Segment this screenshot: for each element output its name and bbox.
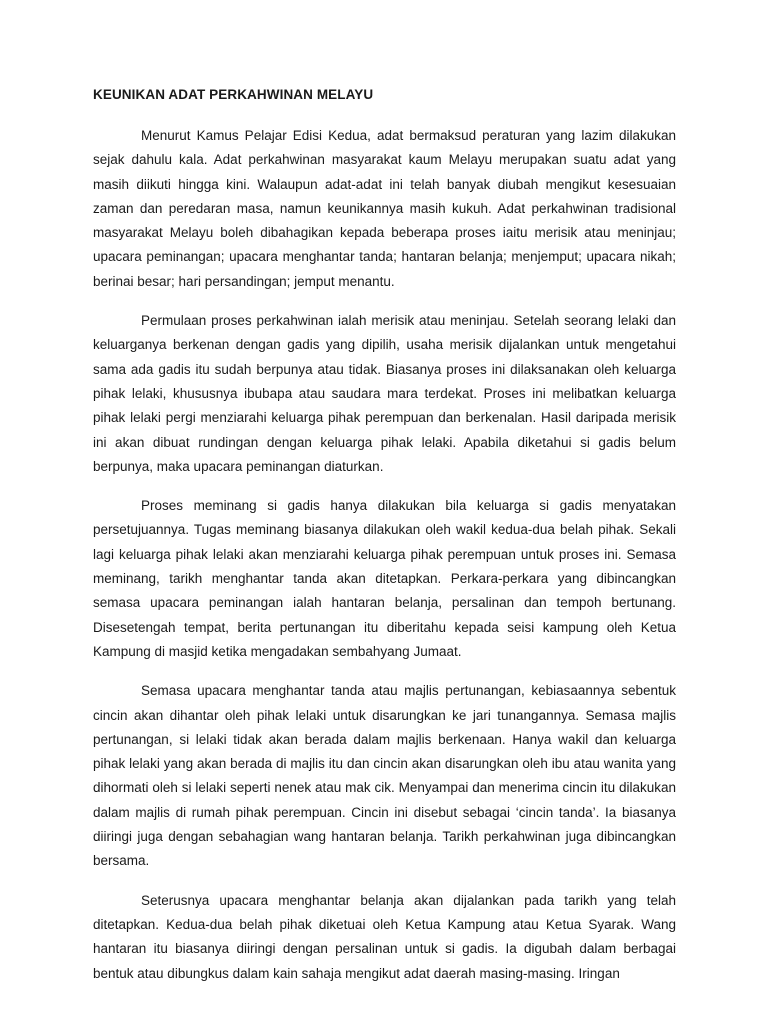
document-title: KEUNIKAN ADAT PERKAHWINAN MELAYU: [93, 87, 374, 102]
document-page: [93, 83, 676, 1001]
paragraph-2: Permulaan proses perkahwinan ialah merisik atau meninjau. Setelah seorang lelaki dan keluarganya berkenan dengan gadis yang dipilih, usaha merisik dijalankan untuk mengetahui sama ada gadis itu sudah berpunya atau tidak. Biasanya proses ini dilaksanakan oleh keluarga pihak lelaki, khususnya ibubapa atau saudara mara terdekat. Proses ini melibatkan keluarga pihak lelaki pergi menziarahi keluarga pihak perempuan dan berkenalan. Hasil daripada merisik ini akan dibuat rundingan dengan keluarga pihak lelaki. Apabila diketahui si gadis belum berpunya, maka upacara peminangan diaturkan.: [93, 313, 676, 474]
paragraph-5: Seterusnya upacara menghantar belanja akan dijalankan pada tarikh yang telah ditetapkan. Kedua-dua belah pihak diketuai oleh Ketua Kampung atau Ketua Syarak. Wang hantaran itu biasanya diiringi dengan persalinan untuk si gadis. Ia digubah dalam berbagai bentuk atau dibungkus dalam kain sahaja mengikut adat daerah masing-masing. Iringan: [93, 892, 676, 981]
paragraph-1: Menurut Kamus Pelajar Edisi Kedua, adat bermaksud peraturan yang lazim dilakukan sejak dahulu kala. Adat perkahwinan masyarakat kaum Melayu merupakan suatu adat yang masih diikuti hingga kini. Walaupun adat-adat ini telah banyak diubah mengikut kesesuaian zaman dan peredaran masa, namun keunikannya masih kukuh. Adat perkahwinan tradisional masyarakat Melayu boleh dibahagikan kepada beberapa proses iaitu merisik atau meninjau; upacara peminangan; upacara menghantar tanda; hantaran belanja; menjemput; upacara nikah; berinai besar; hari persandingan; jemput menantu.: [93, 128, 676, 289]
paragraph-4: Semasa upacara menghantar tanda atau majlis pertunangan, kebiasaannya sebentuk cincin akan dihantar oleh pihak lelaki untuk disarungkan ke jari tunangannya. Semasa majlis pertunangan, si lelaki tidak akan berada dalam majlis berkenaan. Hanya wakil dan keluarga pihak lelaki yang akan berada di majlis itu dan cincin akan disarungkan oleh ibu atau wanita yang dihormati oleh si lelaki seperti nenek atau mak cik. Menyampai dan menerima cincin itu dilakukan dalam majlis di rumah pihak perempuan. Cincin ini disebut sebagai ‘cincin tanda’. Ia biasanya diiringi juga dengan sebahagian wang hantaran belanja. Tarikh perkahwinan juga dibincangkan bersama.: [93, 683, 676, 869]
paragraph-3: Proses meminang si gadis hanya dilakukan bila keluarga si gadis menyatakan persetujuannya. Tugas meminang biasanya dilakukan oleh wakil kedua-dua belah pihak. Sekali lagi keluarga pihak lelaki akan menziarahi keluarga pihak perempuan untuk proses ini. Semasa meminang, tarikh menghantar tanda akan ditetapkan. Perkara-perkara yang dibincangkan semasa upacara peminangan ialah hantaran belanja, persalinan dan tempoh bertunang. Disesetengah tempat, berita pertunangan itu diberitahu kepada seisi kampung oleh Ketua Kampung di masjid ketika mengadakan sembahyang Jumaat.: [93, 498, 676, 659]
